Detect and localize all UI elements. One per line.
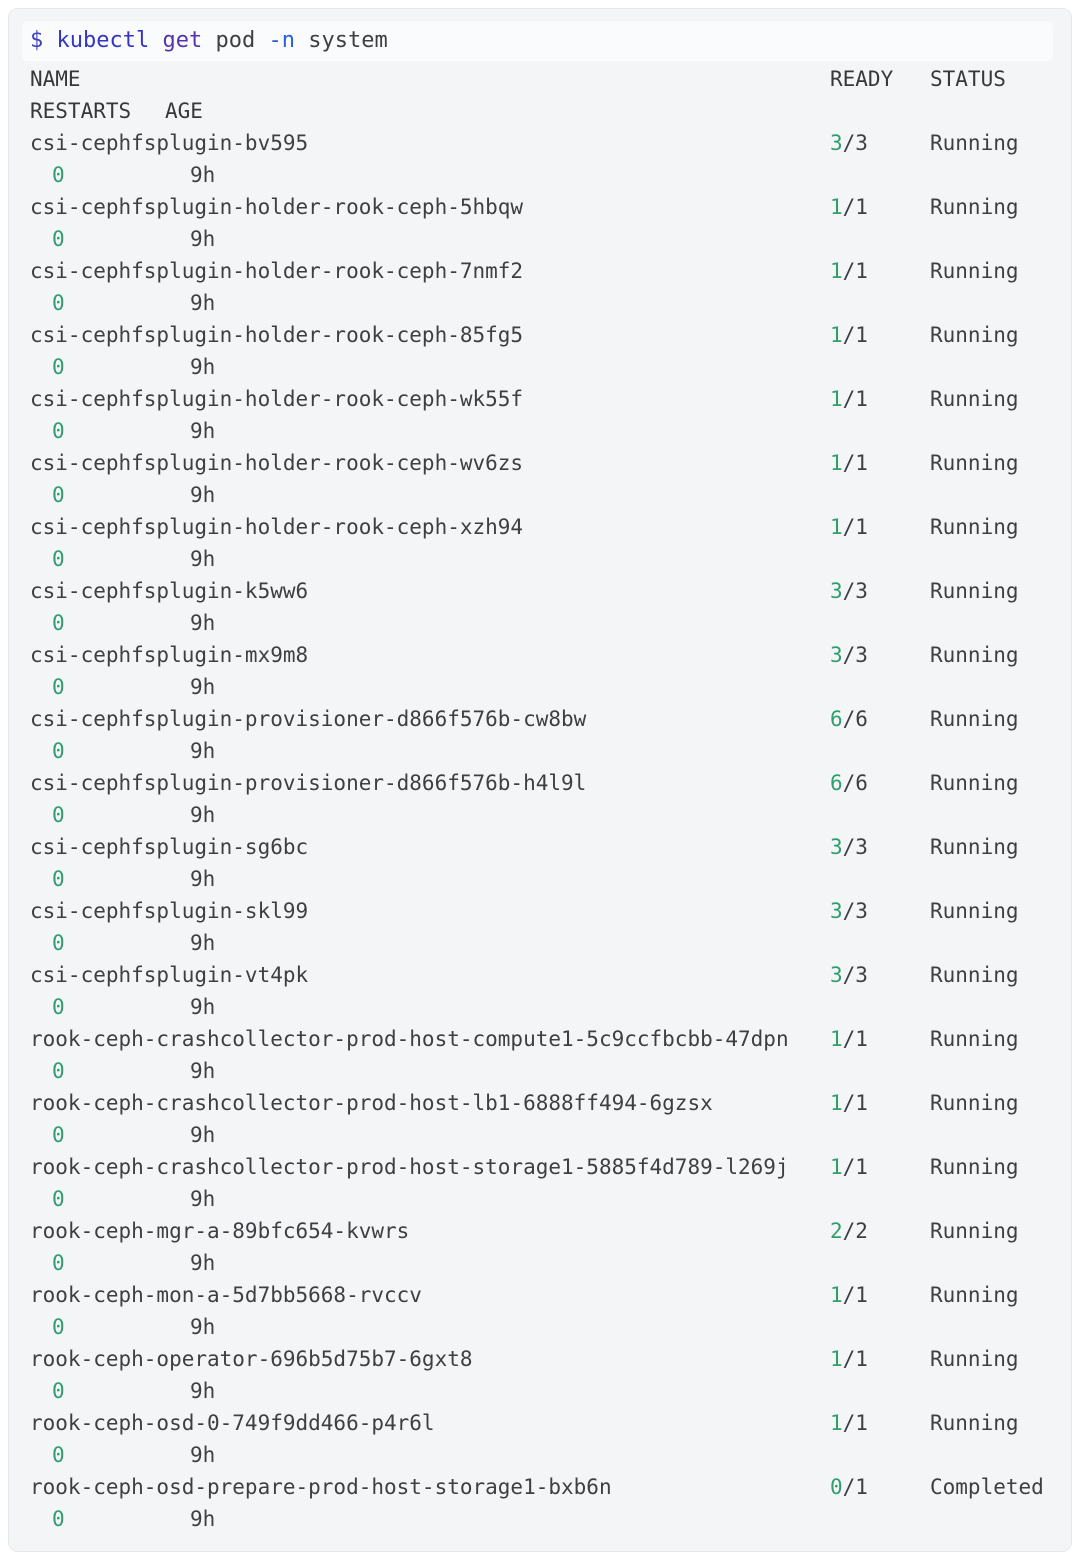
pod-age: 9h [190,1443,216,1467]
pod-ready [830,127,930,159]
pod-restarts: 0 [52,1315,65,1339]
pod-age: 9h [190,1187,216,1211]
pod-status: Running [930,1283,1019,1307]
pod-name: csi-cephfsplugin-vt4pk [30,963,309,987]
pod-ready-count: 3 [830,643,843,667]
pod-entry [30,1151,1053,1215]
pod-line-main [30,1279,1053,1311]
pod-line-main [30,959,1053,991]
pod-line-wrapped [30,351,1053,383]
pod-age: 9h [190,995,216,1019]
pod-ready [830,575,930,607]
pod-restarts: 0 [52,867,65,891]
command-token-namespace-value: system [308,28,388,53]
pod-entry [30,639,1053,703]
pod-status: Running [930,131,1019,155]
pod-age: 9h [190,1315,216,1339]
pod-status: Running [930,579,1019,603]
pod-name: rook-ceph-mgr-a-89bfc654-kvwrs [30,1219,410,1243]
pod-ready [830,1023,930,1055]
pod-entry [30,1279,1053,1343]
pod-ready-total: /1 [842,1027,868,1051]
pod-ready-count: 1 [830,1411,843,1435]
pod-ready [830,767,930,799]
pod-entry [30,1343,1053,1407]
pod-restarts: 0 [52,1251,65,1275]
pod-ready-count: 3 [830,899,843,923]
pod-line-wrapped [30,863,1053,895]
pod-age: 9h [190,355,216,379]
pod-line-main [30,447,1053,479]
pod-line-main [30,895,1053,927]
pod-age: 9h [190,739,216,763]
pod-line-main [30,1343,1053,1375]
pod-line-main [30,1151,1053,1183]
pod-age: 9h [190,419,216,443]
pod-name: csi-cephfsplugin-holder-rook-ceph-xzh94 [30,515,524,539]
pod-ready-total: /1 [842,451,868,475]
pod-ready-count: 1 [830,1347,843,1371]
pod-status: Running [930,707,1019,731]
pod-line-main [30,831,1053,863]
pod-line-wrapped [30,1439,1053,1471]
pod-line-wrapped [30,543,1053,575]
pod-age: 9h [190,675,216,699]
pod-age: 9h [190,867,216,891]
pod-status: Running [930,771,1019,795]
pod-line-wrapped [30,1311,1053,1343]
pod-entry [30,1471,1053,1535]
pod-ready-count: 1 [830,1027,843,1051]
pod-ready-count: 6 [830,707,843,731]
pod-ready-count: 3 [830,963,843,987]
pod-name: csi-cephfsplugin-holder-rook-ceph-5hbqw [30,195,524,219]
pod-ready [830,1279,930,1311]
pod-restarts: 0 [52,227,65,251]
command-token-get: get [162,28,203,53]
pod-entry [30,703,1053,767]
pod-age: 9h [190,1123,216,1147]
pod-line-wrapped [30,607,1053,639]
table-header-line-2 [30,95,1053,127]
pod-ready-count: 2 [830,1219,843,1243]
pod-age: 9h [190,1507,216,1531]
pod-ready-total: /1 [842,1155,868,1179]
pod-restarts: 0 [52,547,65,571]
pod-restarts: 0 [52,163,65,187]
pod-entry [30,959,1053,1023]
pod-ready-count: 1 [830,451,843,475]
pod-name: csi-cephfsplugin-provisioner-d866f576b-cw8bw [30,707,587,731]
command-token-kubectl: kubectl [56,28,150,53]
pod-restarts: 0 [52,419,65,443]
pod-ready [830,831,930,863]
pod-restarts: 0 [52,1059,65,1083]
pod-entry [30,895,1053,959]
command-token-namespace-flag: -n [268,28,295,53]
pod-line-main [30,319,1053,351]
pod-ready-total: /1 [842,323,868,347]
pod-status: Running [930,643,1019,667]
pod-ready [830,191,930,223]
pod-restarts: 0 [52,675,65,699]
pod-age: 9h [190,1059,216,1083]
pod-restarts: 0 [52,995,65,1019]
pod-entry [30,383,1053,447]
pod-line-wrapped [30,479,1053,511]
pod-line-main [30,703,1053,735]
pod-ready-total: /6 [842,707,868,731]
pod-line-wrapped [30,671,1053,703]
column-header-age: AGE [165,99,203,123]
pod-name: csi-cephfsplugin-bv595 [30,131,309,155]
pod-status: Running [930,1411,1019,1435]
pod-restarts: 0 [52,611,65,635]
pod-status: Running [930,323,1019,347]
pod-restarts: 0 [52,1187,65,1211]
pod-ready [830,1407,930,1439]
pod-status: Running [930,1091,1019,1115]
pod-age: 9h [190,1379,216,1403]
pod-line-main [30,1023,1053,1055]
pod-line-wrapped [30,799,1053,831]
pod-ready-count: 1 [830,259,843,283]
pod-ready [830,383,930,415]
pod-age: 9h [190,803,216,827]
pod-line-wrapped [30,1375,1053,1407]
pod-name: csi-cephfsplugin-k5ww6 [30,579,309,603]
pod-name: csi-cephfsplugin-holder-rook-ceph-85fg5 [30,323,524,347]
pod-status: Running [930,451,1019,475]
pod-restarts: 0 [52,355,65,379]
pod-entry [30,1023,1053,1087]
pod-entry [30,575,1053,639]
pod-line-main [30,1471,1053,1503]
pod-entry [30,127,1053,191]
pod-ready-count: 0 [830,1475,843,1499]
pod-ready-total: /3 [842,963,868,987]
pod-entry [30,255,1053,319]
pod-age: 9h [190,547,216,571]
pod-name: csi-cephfsplugin-mx9m8 [30,643,309,667]
pod-restarts: 0 [52,1443,65,1467]
pod-ready-count: 1 [830,515,843,539]
pod-name: rook-ceph-crashcollector-prod-host-lb1-6888ff494-6gzsx [30,1091,713,1115]
token-space [149,28,162,53]
pod-list [30,127,1053,1535]
pod-name: csi-cephfsplugin-skl99 [30,899,309,923]
pod-line-wrapped [30,735,1053,767]
pod-name: csi-cephfsplugin-holder-rook-ceph-wv6zs [30,451,524,475]
pod-line-wrapped [30,415,1053,447]
pod-ready-count: 1 [830,1091,843,1115]
pod-status: Running [930,387,1019,411]
pod-line-wrapped [30,223,1053,255]
pod-ready-total: /2 [842,1219,868,1243]
command-line [22,21,1053,61]
pod-line-main [30,575,1053,607]
pod-ready-total: /1 [842,1411,868,1435]
pod-status: Running [930,1219,1019,1243]
pod-entry [30,1215,1053,1279]
pod-name: csi-cephfsplugin-provisioner-d866f576b-h4l9l [30,771,587,795]
pod-name: rook-ceph-crashcollector-prod-host-compute1-5c9ccfbcbb-47dpn [30,1027,789,1051]
pod-name: rook-ceph-operator-696b5d75b7-6gxt8 [30,1347,473,1371]
pod-line-main [30,255,1053,287]
pod-ready-count: 3 [830,835,843,859]
token-space [202,28,215,53]
table-header-line-1 [30,63,1053,95]
pod-ready [830,959,930,991]
pod-age: 9h [190,1251,216,1275]
pod-line-wrapped [30,287,1053,319]
pod-name: rook-ceph-osd-0-749f9dd466-p4r6l [30,1411,435,1435]
pod-line-main [30,383,1053,415]
pod-restarts: 0 [52,1507,65,1531]
pod-ready [830,511,930,543]
pod-ready [830,1471,930,1503]
pod-ready [830,1151,930,1183]
pod-age: 9h [190,611,216,635]
pod-ready-total: /3 [842,835,868,859]
pod-status: Completed [930,1475,1044,1499]
pod-ready-count: 1 [830,323,843,347]
pod-ready-total: /1 [842,1347,868,1371]
pod-entry [30,831,1053,895]
pod-ready-total: /1 [842,195,868,219]
pod-line-main [30,767,1053,799]
pod-name: csi-cephfsplugin-holder-rook-ceph-7nmf2 [30,259,524,283]
pod-ready-total: /1 [842,1091,868,1115]
pod-name: csi-cephfsplugin-holder-rook-ceph-wk55f [30,387,524,411]
shell-prompt: $ [30,28,44,53]
pod-ready-total: /1 [842,1283,868,1307]
pod-ready [830,639,930,671]
pod-ready-total: /1 [842,515,868,539]
pod-ready-total: /1 [842,1475,868,1499]
pod-ready-count: 1 [830,1155,843,1179]
pod-status: Running [930,835,1019,859]
pod-ready-total: /3 [842,643,868,667]
pod-status: Running [930,963,1019,987]
token-space [43,28,56,53]
pod-line-wrapped [30,1247,1053,1279]
pod-age: 9h [190,931,216,955]
column-header-ready: READY [830,67,894,91]
pod-restarts: 0 [52,739,65,763]
pod-name: csi-cephfsplugin-sg6bc [30,835,309,859]
pod-ready [830,1087,930,1119]
pod-ready [830,1215,930,1247]
pod-line-main [30,191,1053,223]
pod-restarts: 0 [52,291,65,315]
pod-ready-count: 3 [830,131,843,155]
pod-ready-total: /6 [842,771,868,795]
pod-name: rook-ceph-crashcollector-prod-host-storage1-5885f4d789-l269j [30,1155,789,1179]
pod-line-wrapped [30,1119,1053,1151]
pod-line-wrapped [30,1503,1053,1535]
pod-line-main [30,511,1053,543]
pod-name: rook-ceph-mon-a-5d7bb5668-rvccv [30,1283,422,1307]
pod-entry [30,447,1053,511]
column-header-restarts: RESTARTS [30,99,132,123]
pod-entry [30,511,1053,575]
token-space [255,28,268,53]
pod-status: Running [930,1155,1019,1179]
pod-ready-total: /3 [842,579,868,603]
pod-restarts: 0 [52,803,65,827]
pod-name: rook-ceph-osd-prepare-prod-host-storage1-bxb6n [30,1475,612,1499]
pod-status: Running [930,899,1019,923]
pod-line-wrapped [30,159,1053,191]
column-header-status: STATUS [930,67,1006,91]
pod-age: 9h [190,163,216,187]
pod-ready [830,447,930,479]
pod-entry [30,191,1053,255]
pod-ready [830,255,930,287]
terminal-output-panel [8,8,1072,1552]
pod-line-main [30,1215,1053,1247]
token-space [295,28,308,53]
pod-line-main [30,639,1053,671]
pod-entry [30,1087,1053,1151]
pod-line-main [30,1407,1053,1439]
pod-entry [30,319,1053,383]
pod-ready [830,895,930,927]
pod-age: 9h [190,291,216,315]
pod-line-wrapped [30,1183,1053,1215]
pod-line-wrapped [30,927,1053,959]
pod-ready [830,703,930,735]
pod-table [30,63,1053,1535]
pod-ready-count: 1 [830,387,843,411]
pod-status: Running [930,515,1019,539]
pod-status: Running [930,259,1019,283]
pod-status: Running [930,1347,1019,1371]
pod-line-wrapped [30,1055,1053,1087]
pod-line-wrapped [30,991,1053,1023]
pod-restarts: 0 [52,931,65,955]
pod-entry [30,1407,1053,1471]
pod-status: Running [930,1027,1019,1051]
pod-ready [830,1343,930,1375]
pod-ready-count: 6 [830,771,843,795]
pod-restarts: 0 [52,1123,65,1147]
pod-line-main [30,1087,1053,1119]
pod-ready-total: /3 [842,899,868,923]
pod-ready-total: /3 [842,131,868,155]
pod-ready-count: 1 [830,195,843,219]
command-token-pod: pod [215,28,256,53]
pod-age: 9h [190,227,216,251]
pod-ready [830,319,930,351]
column-header-name: NAME [30,67,81,91]
pod-ready-count: 3 [830,579,843,603]
pod-age: 9h [190,483,216,507]
pod-restarts: 0 [52,1379,65,1403]
pod-ready-total: /1 [842,387,868,411]
pod-line-main [30,127,1053,159]
pod-ready-count: 1 [830,1283,843,1307]
pod-entry [30,767,1053,831]
pod-restarts: 0 [52,483,65,507]
pod-status: Running [930,195,1019,219]
pod-ready-total: /1 [842,259,868,283]
